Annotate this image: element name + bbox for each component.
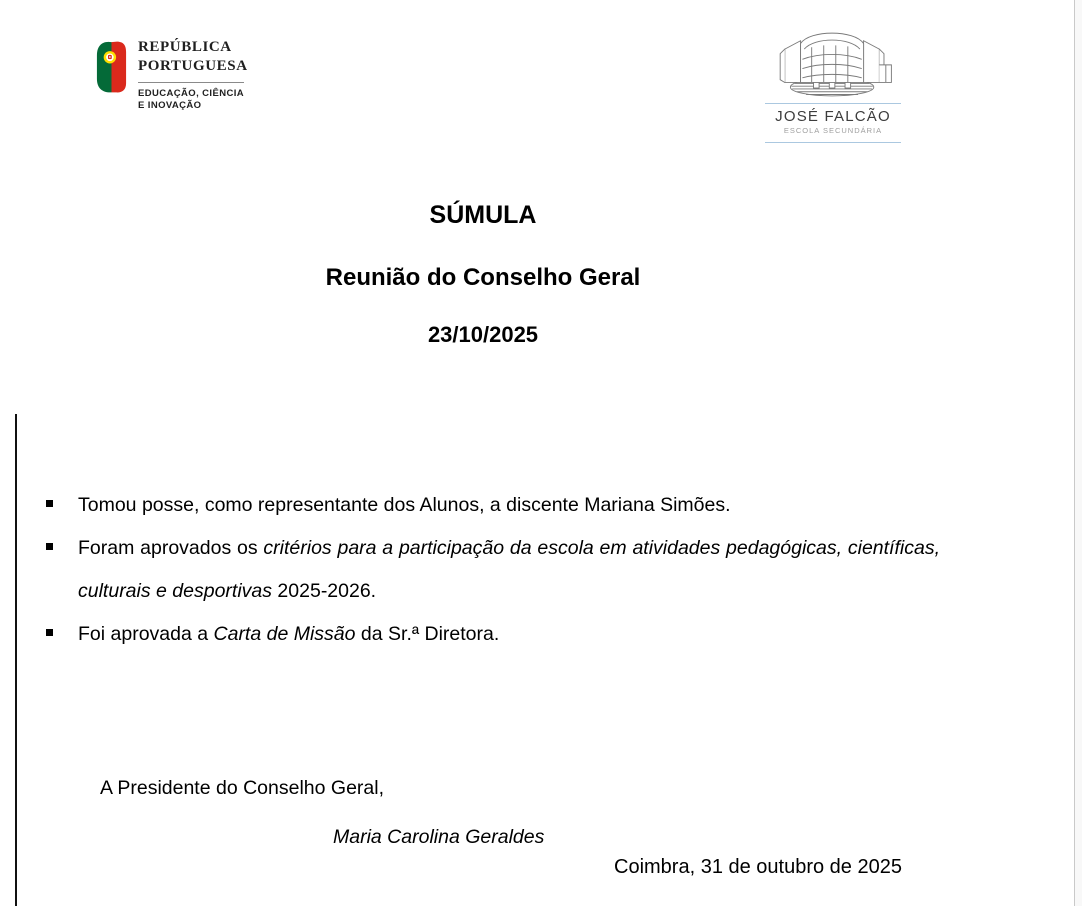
- bullet-item: [0, 484, 966, 527]
- school-name: JOSÉ FALCÃO: [775, 108, 891, 125]
- page-right-edge: [1074, 0, 1082, 906]
- bullet-square-icon: [46, 629, 53, 636]
- signature-name: Maria Carolina Geraldes: [333, 826, 545, 848]
- document-date: 23/10/2025: [427, 322, 539, 347]
- bullet-text: Foram aprovados os critérios para a participação da escola em atividades pedagógicas, científicas, culturais e desportivas 2025-2026.: [78, 537, 940, 602]
- document-subtitle: Reunião do Conselho Geral: [325, 264, 641, 291]
- bullet-item: [0, 527, 966, 613]
- document-title: SÚMULA: [429, 201, 537, 229]
- jose-falcao-school-logo: [765, 25, 901, 145]
- place-and-date: Coimbra, 31 de outubro de 2025: [614, 856, 902, 878]
- school-building-icon: [770, 25, 896, 101]
- republica-portuguesa-logo: [95, 38, 248, 112]
- gov-dept-line1: EDUCAÇÃO, CIÊNCIA: [138, 88, 245, 99]
- school-logo-top-rule: [765, 103, 901, 104]
- signature-role: A Presidente do Conselho Geral,: [100, 777, 385, 799]
- gov-name-line1: REPÚBLICA: [138, 39, 232, 55]
- gov-name-line2: PORTUGUESA: [138, 58, 248, 74]
- bullet-text: Tomou posse, como representante dos Alunos, a discente Mariana Simões.: [78, 494, 731, 516]
- school-logo-bottom-rule: [765, 142, 901, 143]
- school-subtitle: ESCOLA SECUNDÁRIA: [783, 126, 883, 135]
- bullet-square-icon: [46, 543, 53, 550]
- bullet-item: [0, 613, 966, 656]
- gov-logo-text: [138, 38, 248, 112]
- bullet-list: [0, 484, 966, 656]
- gov-logo-divider: [138, 82, 244, 83]
- gov-dept-line2: E INOVAÇÃO: [138, 100, 202, 111]
- bullet-square-icon: [46, 500, 53, 507]
- portugal-flag-icon: [95, 40, 128, 94]
- bullet-text: Foi aprovada a Carta de Missão da Sr.ª Diretora.: [78, 623, 500, 645]
